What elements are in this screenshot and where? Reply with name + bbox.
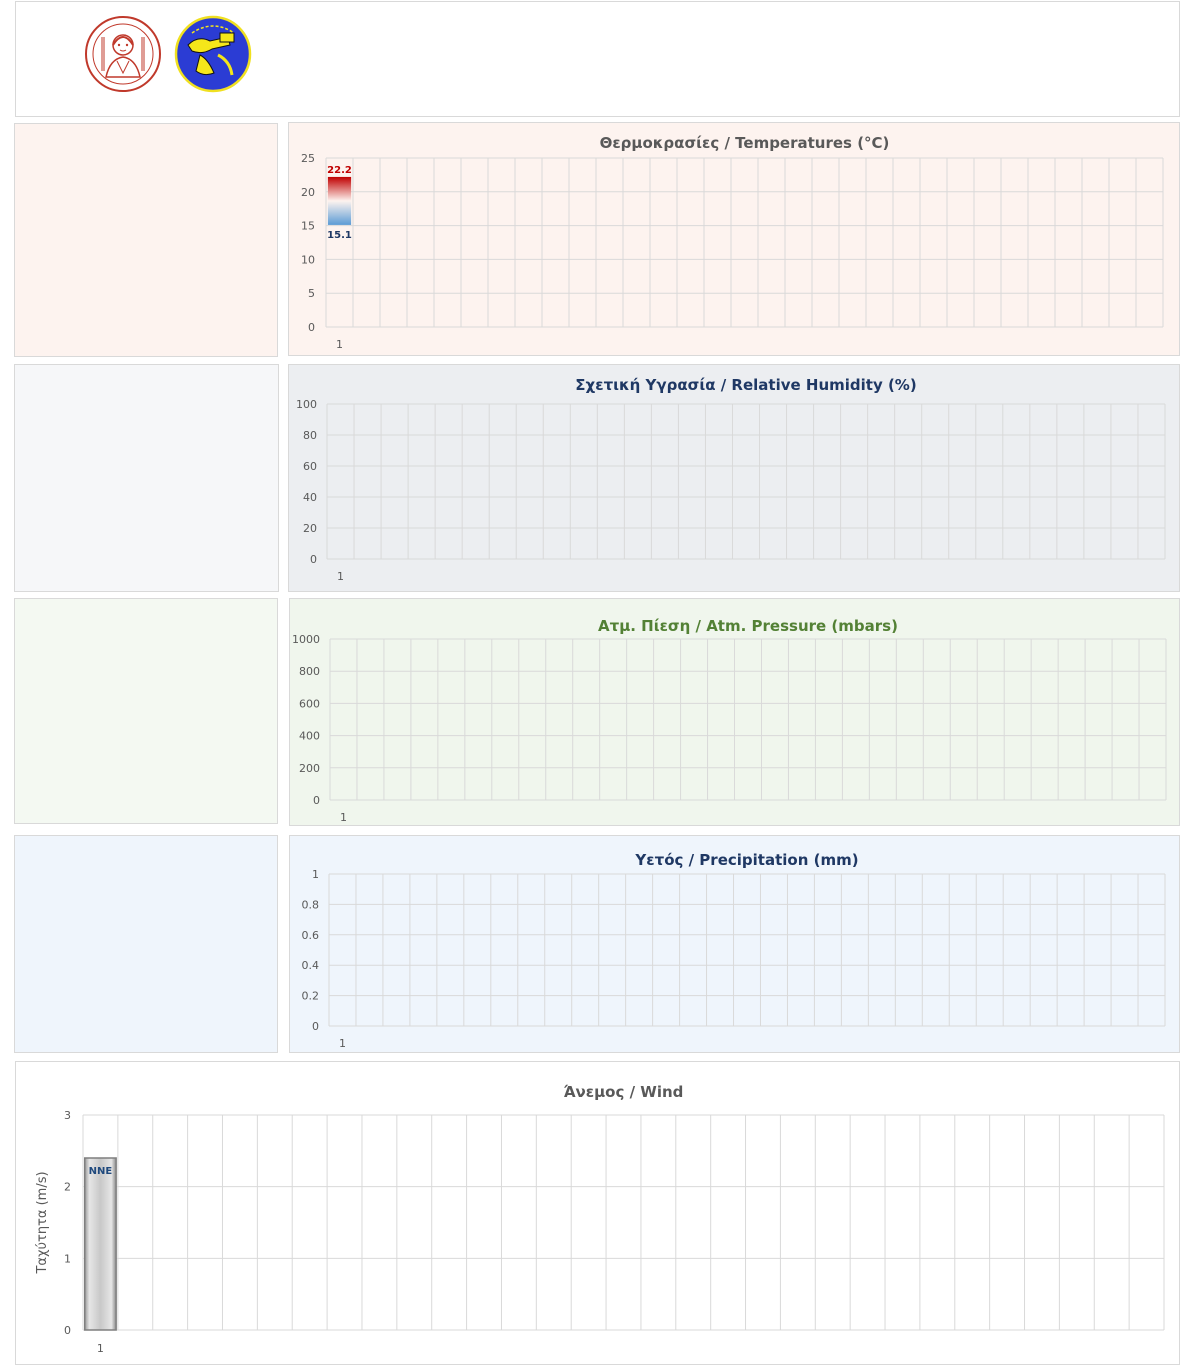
- y-tick-label: 1: [312, 868, 319, 881]
- temperature-range-bar: [328, 177, 351, 225]
- pressure-chart: [290, 599, 1181, 827]
- precipitation-chart: [290, 836, 1181, 1054]
- y-tick-label: 0: [308, 321, 315, 334]
- precipitation-info-panel: [14, 835, 278, 1053]
- humidity-chart-panel: [288, 364, 1180, 592]
- y-tick-label: 20: [303, 522, 317, 535]
- wind-direction-label: NNE: [88, 1166, 113, 1177]
- y-axis-title: Ταχύτητα (m/s): [35, 1171, 50, 1274]
- humidity-chart: [289, 365, 1181, 593]
- x-tick-label: 1: [339, 811, 347, 824]
- y-tick-label: 40: [303, 491, 317, 504]
- y-tick-label: 5: [308, 287, 315, 301]
- y-tick-label: 1: [64, 1252, 71, 1266]
- wind-chart-panel: [15, 1061, 1180, 1365]
- y-tick-label: 400: [299, 729, 320, 743]
- x-tick-label: 1: [96, 1342, 104, 1355]
- temperature-chart: [289, 123, 1181, 357]
- max-temp-label: 22.2: [327, 164, 352, 176]
- min-temp-label: 15.1: [327, 229, 352, 241]
- chart-title: Υετός / Precipitation (mm): [635, 851, 859, 869]
- y-tick-label: 3: [64, 1109, 71, 1122]
- university-seal-logo: [84, 15, 162, 93]
- y-tick-label: 20: [301, 185, 315, 199]
- y-tick-label: 0.8: [301, 898, 319, 912]
- y-tick-label: 0: [310, 553, 317, 566]
- humidity-info-panel: [14, 364, 279, 592]
- chart-title: Ατμ. Πίεση / Atm. Pressure (mbars): [598, 617, 898, 635]
- y-tick-label: 200: [299, 761, 320, 775]
- pressure-info-panel: [14, 598, 278, 824]
- chart-title: Σχετική Υγρασία / Relative Humidity (%): [575, 376, 917, 394]
- y-tick-label: 0.6: [301, 928, 319, 942]
- y-tick-label: 600: [299, 697, 320, 711]
- temperature-chart-panel: [288, 122, 1180, 356]
- y-tick-label: 80: [303, 429, 317, 442]
- y-tick-label: 25: [301, 152, 315, 165]
- y-tick-label: 2: [64, 1180, 71, 1194]
- y-tick-label: 0: [64, 1324, 71, 1337]
- y-tick-label: 800: [299, 665, 320, 679]
- x-tick-label: 1: [338, 1037, 346, 1050]
- x-tick-label: 1: [337, 570, 345, 583]
- y-tick-label: 0.2: [301, 989, 319, 1003]
- chart-title: Θερμοκρασίες / Temperatures (°C): [599, 134, 890, 152]
- temperature-info-panel: [14, 123, 278, 357]
- y-tick-label: 15: [301, 219, 315, 233]
- y-tick-label: 0: [312, 1020, 319, 1033]
- y-tick-label: 0.4: [301, 959, 319, 973]
- wind-chart: [16, 1062, 1181, 1366]
- y-tick-label: 1000: [292, 633, 320, 646]
- observatory-logo: [174, 15, 252, 93]
- y-tick-label: 10: [301, 253, 315, 267]
- wind-speed-bar: [85, 1158, 116, 1330]
- precipitation-chart-panel: [289, 835, 1180, 1053]
- y-tick-label: 0: [313, 794, 320, 807]
- y-tick-label: 100: [296, 398, 317, 411]
- x-tick-label: 1: [336, 338, 343, 351]
- y-tick-label: 60: [303, 460, 317, 473]
- header-panel: [15, 1, 1180, 117]
- pressure-chart-panel: [289, 598, 1180, 826]
- chart-title: Άνεμος / Wind: [563, 1083, 684, 1101]
